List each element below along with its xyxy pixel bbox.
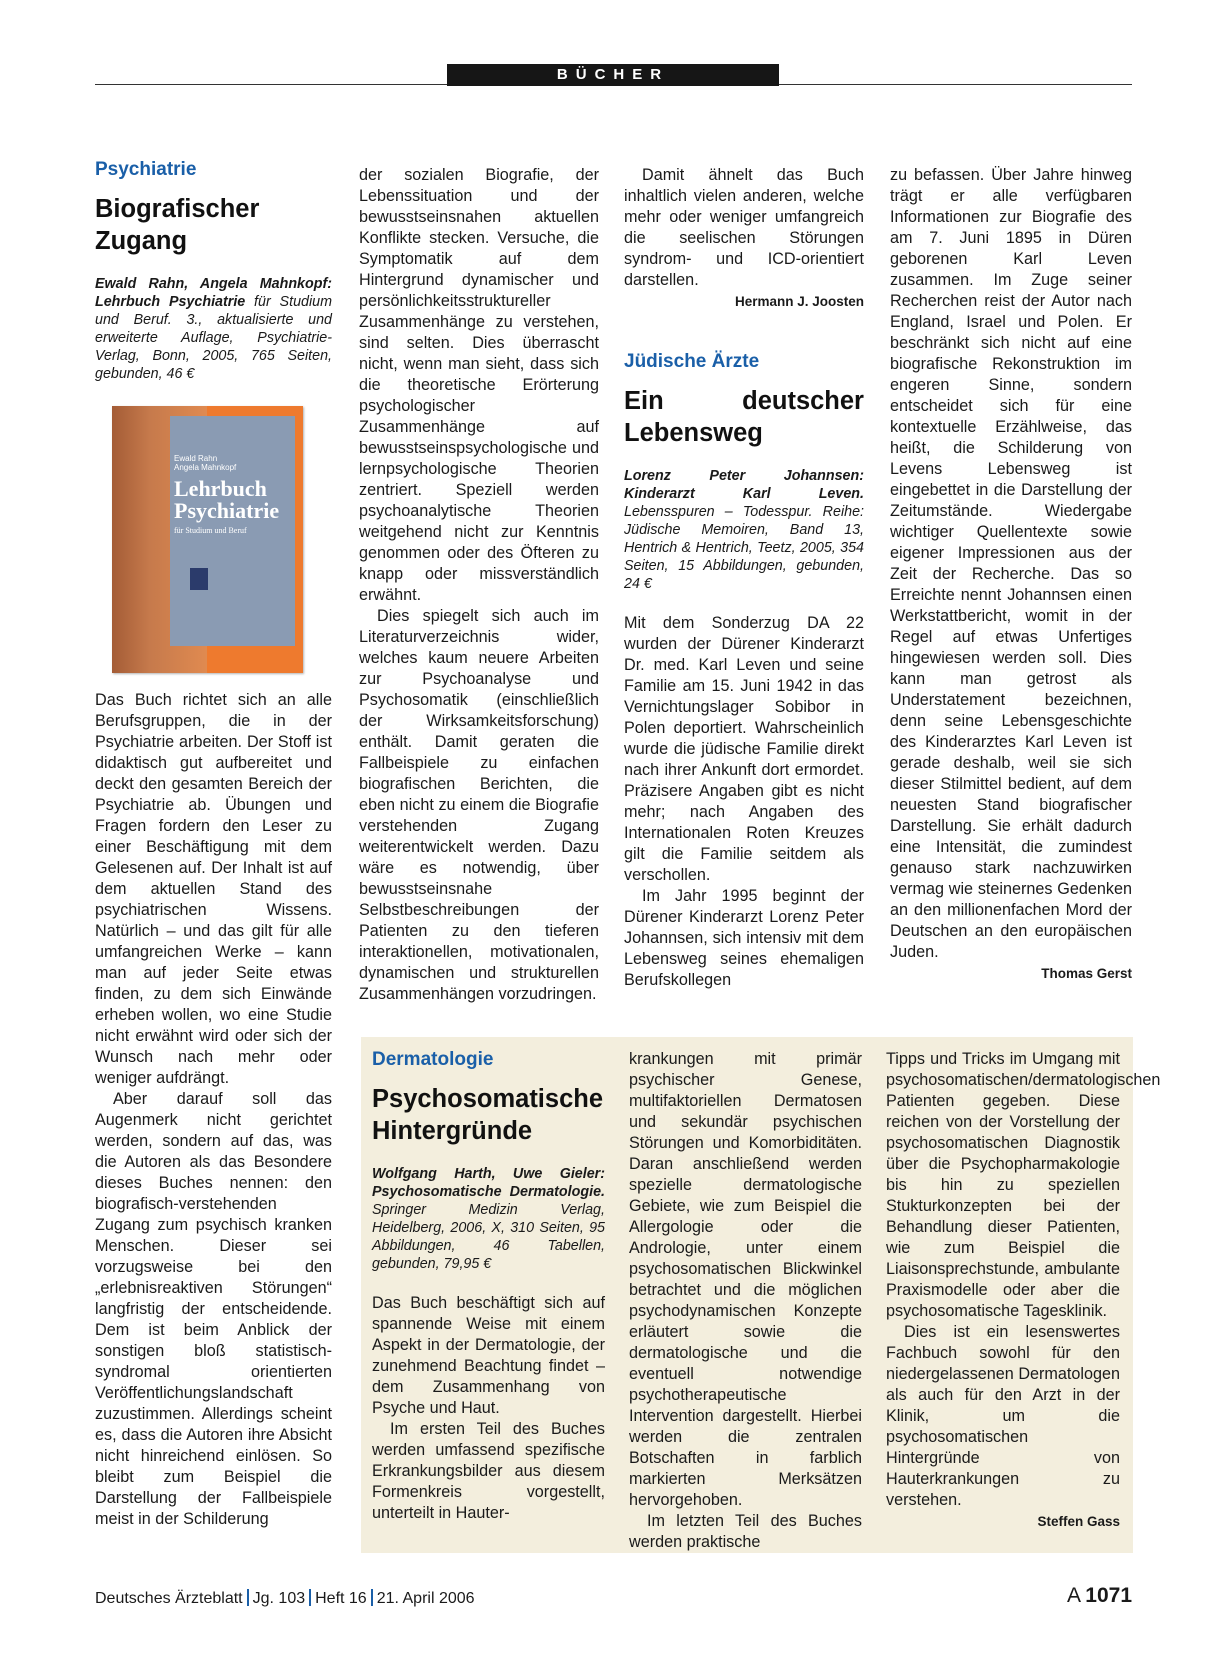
paragraph: Aber darauf soll das Augenmerk nicht gerichtet werden, sondern auf das, was die Autoren als das Besondere dieses Buches nennen: den biografisch-verstehenden Zugang zum psychisch kranken Menschen. Dieser sei vorzugsweise bei den „erlebnisreaktiven Störungen“ langfristig der entscheidende. Dem ist beim Anblick der sonstigen bloß statistisch-syndromal orientierten Veröffentlichungslandschaft zuzustimmen. Allerdings scheint es, dass die Autoren ihre Absicht nicht hinreichend einlösen. So bleibt zum Beispiel die Darstellung der Fallbeispiele meist in der Schilderung (95, 1090, 332, 1528)
paragraph: der sozialen Biografie, der Lebenssituation und der bewusstseinsnahen aktuellen Konflikte stecken. Versuche, die Symptomatik auf dem Hintergrund dynamischer und persönlichkeitsstruktureller Zusammenhänge zu verstehen, sind selten. Dies überrascht nicht, wenn man sieht, dass sich die theoretische Erörterung psychologischer Zusammenhänge auf bewusstseinspsychologische und lernpsychologische Theorien zentriert. Speziell werden psychoanalytische Theorien weitgehend nicht zur Kenntnis genommen oder des Öfteren zu knapp oder missverständlich erwähnt. (359, 166, 599, 604)
paragraph: Im Jahr 1995 beginnt der Dürener Kinderarzt Lorenz Peter Johannsen, sich intensiv mit dem Lebensweg seines ehemaligen Berufskollegen (624, 887, 864, 989)
article-psychiatrie-col2 (359, 165, 599, 1005)
article-dermatologie-colC (886, 1049, 1161, 1532)
volume: Jg. 103 (252, 1590, 306, 1607)
issue: Heft 16 (315, 1590, 367, 1607)
book-reference (624, 467, 864, 593)
paragraph: zu befassen. Über Jahre hinweg trägt er alle verfügbaren Informationen zur Biografie des am 7. Juni 1895 in Düren geborenen Karl Leven zusammen. Im Zuge seiner Recherchen reist der Autor nach England, Israel und Polen. Er beschränkt sich nicht auf eine biografische Rekonstruktion im engeren Sinne, sondern entscheidet sich für eine kontextuelle Erzählweise, das heißt, die Schilderung von Levens Lebensweg ist eingebettet in die Darstellung der Zeitumstände. Wiedergabe wichtiger Quellentexte sowie eigener Impressionen aus der Zeit der Recherche. Das so Erreichte nennt Johannsen einen Werkstattbericht, womit in der Regel auf etwas Unfertiges hingewiesen werden soll. Dies kann man getrost als Understatement bezeichnen, denn seine Lebensgeschichte des Kinderarztes Karl Leven ist gerade deshalb, weil sie sich dieser Stilmittel bedient, auf dem neuesten Stand biografischer Darstellung. Sie erhält dadurch eine Intensität, die zumindest genauso stark nachzuwirken vermag wie steinernes Gedenken an den millionenfachen Mord der Deutschen an den europäischen Juden. (890, 166, 1132, 961)
cover-authors: Ewald Rahn Angela Mahnkopf (174, 454, 237, 472)
paragraph: Dies spiegelt sich auch im Literaturverzeichnis wider, welches kaum neuere Arbeiten zur Psychoanalyse und Psychosomatik (einschließlich der Wirksamkeitsforschung) enthält. Damit geraten die Fallbeispiele zu einfachen biografischen Berichten, die eben nicht zu einem die Biografie verstehenden Zugang weiterentwickelt werden. Dazu wäre es notwendig, über bewusstseinsnahe Selbstbeschreibungen der Patienten zu den tieferen interaktionellen, motivationalen, dynamischen und strukturellen Zusammenhängen vorzudringen. (359, 607, 599, 1003)
paragraph: Das Buch beschäftigt sich auf spannende Weise mit einem Aspekt in der Dermatologie, der zunehmend Beachtung findet – dem Zusammenhang von Psyche und Haut. (372, 1294, 605, 1417)
journal-name: Deutsches Ärzteblatt (95, 1590, 243, 1607)
headline: Ein deutscher Lebensweg (624, 387, 864, 447)
separator (309, 1589, 311, 1606)
cover-subtitle: für Studium und Beruf (174, 526, 247, 535)
book-cover-image (112, 406, 303, 673)
separator (371, 1589, 373, 1606)
cover-logo (190, 568, 208, 590)
page-number-value: 1071 (1085, 1584, 1132, 1607)
book-reference (95, 275, 332, 383)
signature: Thomas Gerst (1041, 966, 1132, 981)
paragraph: Das Buch richtet sich an alle Berufsgruppen, die in der Psychiatrie arbeiten. Der Stoff ist didaktisch gut aufbereitet und deckt den gesamten Bereich der Psychiatrie ab. Übungen und Fragen fordern den Leser zu einer Beschäftigung mit dem Gelesenen auf. Der Inhalt ist auf dem aktuellen Stand des psychiatrischen Wissens. Natürlich – und das gilt für alle umfangreichen Werke – kann man auf jeder Seite etwas finden, zu dem sich Einwände erheben wollen, wo eine Studie nicht erwähnt wird oder sich der Wunsch nach mehr oder weniger aufdrängt. (95, 691, 332, 1087)
section-label: BÜCHER (447, 64, 779, 86)
paragraph: Dies ist ein lesenswertes Fachbuch sowohl für den niedergelassenen Dermatologen als auch für den Arzt in der Klinik, um die psychosomatischen Hintergründe von Hauterkrankungen zu verstehen. (886, 1323, 1120, 1509)
book-reference (372, 1165, 605, 1273)
book-details: für Studium und Beruf. 3., aktualisierte und erweiterte Auflage, Psychiatrie-Verlag, Bonn, 2005, 765 Seiten, gebunden, 46 € (95, 294, 333, 382)
page-number (1067, 1584, 1132, 1608)
article-juedische-aerzte (624, 351, 864, 991)
paragraph: krankungen mit primär psychischer Genese, multifaktoriellen Dermatosen und sekundär psychischen Störungen und Komorbiditäten. Daran anschließend werden spezielle dermatologische Gebiete, wie zum Beispiel die Allergologie oder die Andrologie, unter einem psychosomatischen Blickwinkel betrachtet und die möglichen psychodynamischen Konzepte erläutert sowie die dermatologische und die eventuell notwendige psychotherapeutische Intervention dargestellt. Hierbei werden die zentralen Botschaften in farblich markierten Merksätzen hervorgehoben. (629, 1050, 862, 1509)
separator (247, 1589, 249, 1606)
book-authors-title: Ewald Rahn, Angela Mahnkopf: Lehrbuch Psychiatrie (95, 276, 332, 310)
signature: Hermann J. Joosten (734, 294, 864, 309)
headline: Psychosomatische Hintergründe (372, 1085, 604, 1145)
article-psychiatrie-col3 (624, 165, 864, 312)
kicker: Jüdische Ärzte (624, 351, 760, 372)
paragraph: Im ersten Teil des Buches werden umfassend spezifische Erkrankungsbilder aus diesem Formenkreis vorgestellt, unterteilt in Hauter- (372, 1420, 605, 1522)
article-juedische-aerzte-col4 (890, 165, 1132, 984)
date: 21. April 2006 (376, 1590, 475, 1607)
kicker: Psychiatrie (95, 159, 197, 180)
book-details: Springer Medizin Verlag, Heidelberg, 2006, X, 310 Seiten, 95 Abbildungen, 46 Tabellen, gebunden, 79,95 € (372, 1202, 605, 1272)
paragraph: Tipps und Tricks im Umgang mit psychosomatischen/dermatologischen Patienten gegeben. Diese reichen von der Vorstellung der psychosomatischen Diagnostik über die Psychopharmakologie bis hin zu speziellen Stukturkonzepten bei der Behandlung dieser Patienten, wie zum Beispiel die Liaisonsprechstunde, ambulante Praxismodelle oder aber die psychosomatische Tagesklinik. (886, 1050, 1161, 1320)
paragraph: Mit dem Sonderzug DA 22 wurden der Dürener Kinderarzt Dr. med. Karl Leven und seine Familie am 15. Juni 1942 in das Vernichtungslager Sobibor in Polen deportiert. Wahrscheinlich wurde die jüdische Familie direkt nach ihrer Ankunft dort ermordet. Präzisere Angaben gibt es nicht mehr; nach Angaben des Internationalen Roten Kreuzes gilt die Familie seitdem als verschollen. (624, 614, 864, 884)
book-authors-title: Lorenz Peter Johannsen: Kinderarzt Karl Leven. (624, 468, 864, 502)
article-dermatologie-colA (372, 1049, 605, 1524)
paragraph: Im letzten Teil des Buches werden praktische (629, 1512, 862, 1551)
article-psychiatrie-head (95, 159, 332, 403)
kicker: Dermatologie (372, 1049, 494, 1070)
headline: Biografischer Zugang (95, 195, 260, 255)
article-psychiatrie-col1 (95, 690, 332, 1530)
cover-title-1: Lehrbuch (174, 476, 267, 501)
article-dermatologie-colB (629, 1049, 862, 1553)
book-details: Lebensspuren – Todesspur. Reihe: Jüdische Memoiren, Band 13, Hentrich & Hentrich, Teetz, 2005, 354 Seiten, 15 Abbildungen, gebunden, 24 € (624, 504, 864, 592)
book-authors-title: Wolfgang Harth, Uwe Gieler: Psychosomatische Dermatologie. (372, 1166, 605, 1200)
cover-title-2: Psychiatrie (174, 498, 280, 523)
page-prefix: A (1067, 1584, 1082, 1607)
footer-citation (95, 1589, 475, 1608)
signature: Steffen Gass (1037, 1514, 1120, 1529)
paragraph: Damit ähnelt das Buch inhaltlich vielen anderen, welche mehr oder weniger umfangreich die seelischen Störungen syndrom- und ICD-orientiert darstellen. (624, 166, 864, 289)
